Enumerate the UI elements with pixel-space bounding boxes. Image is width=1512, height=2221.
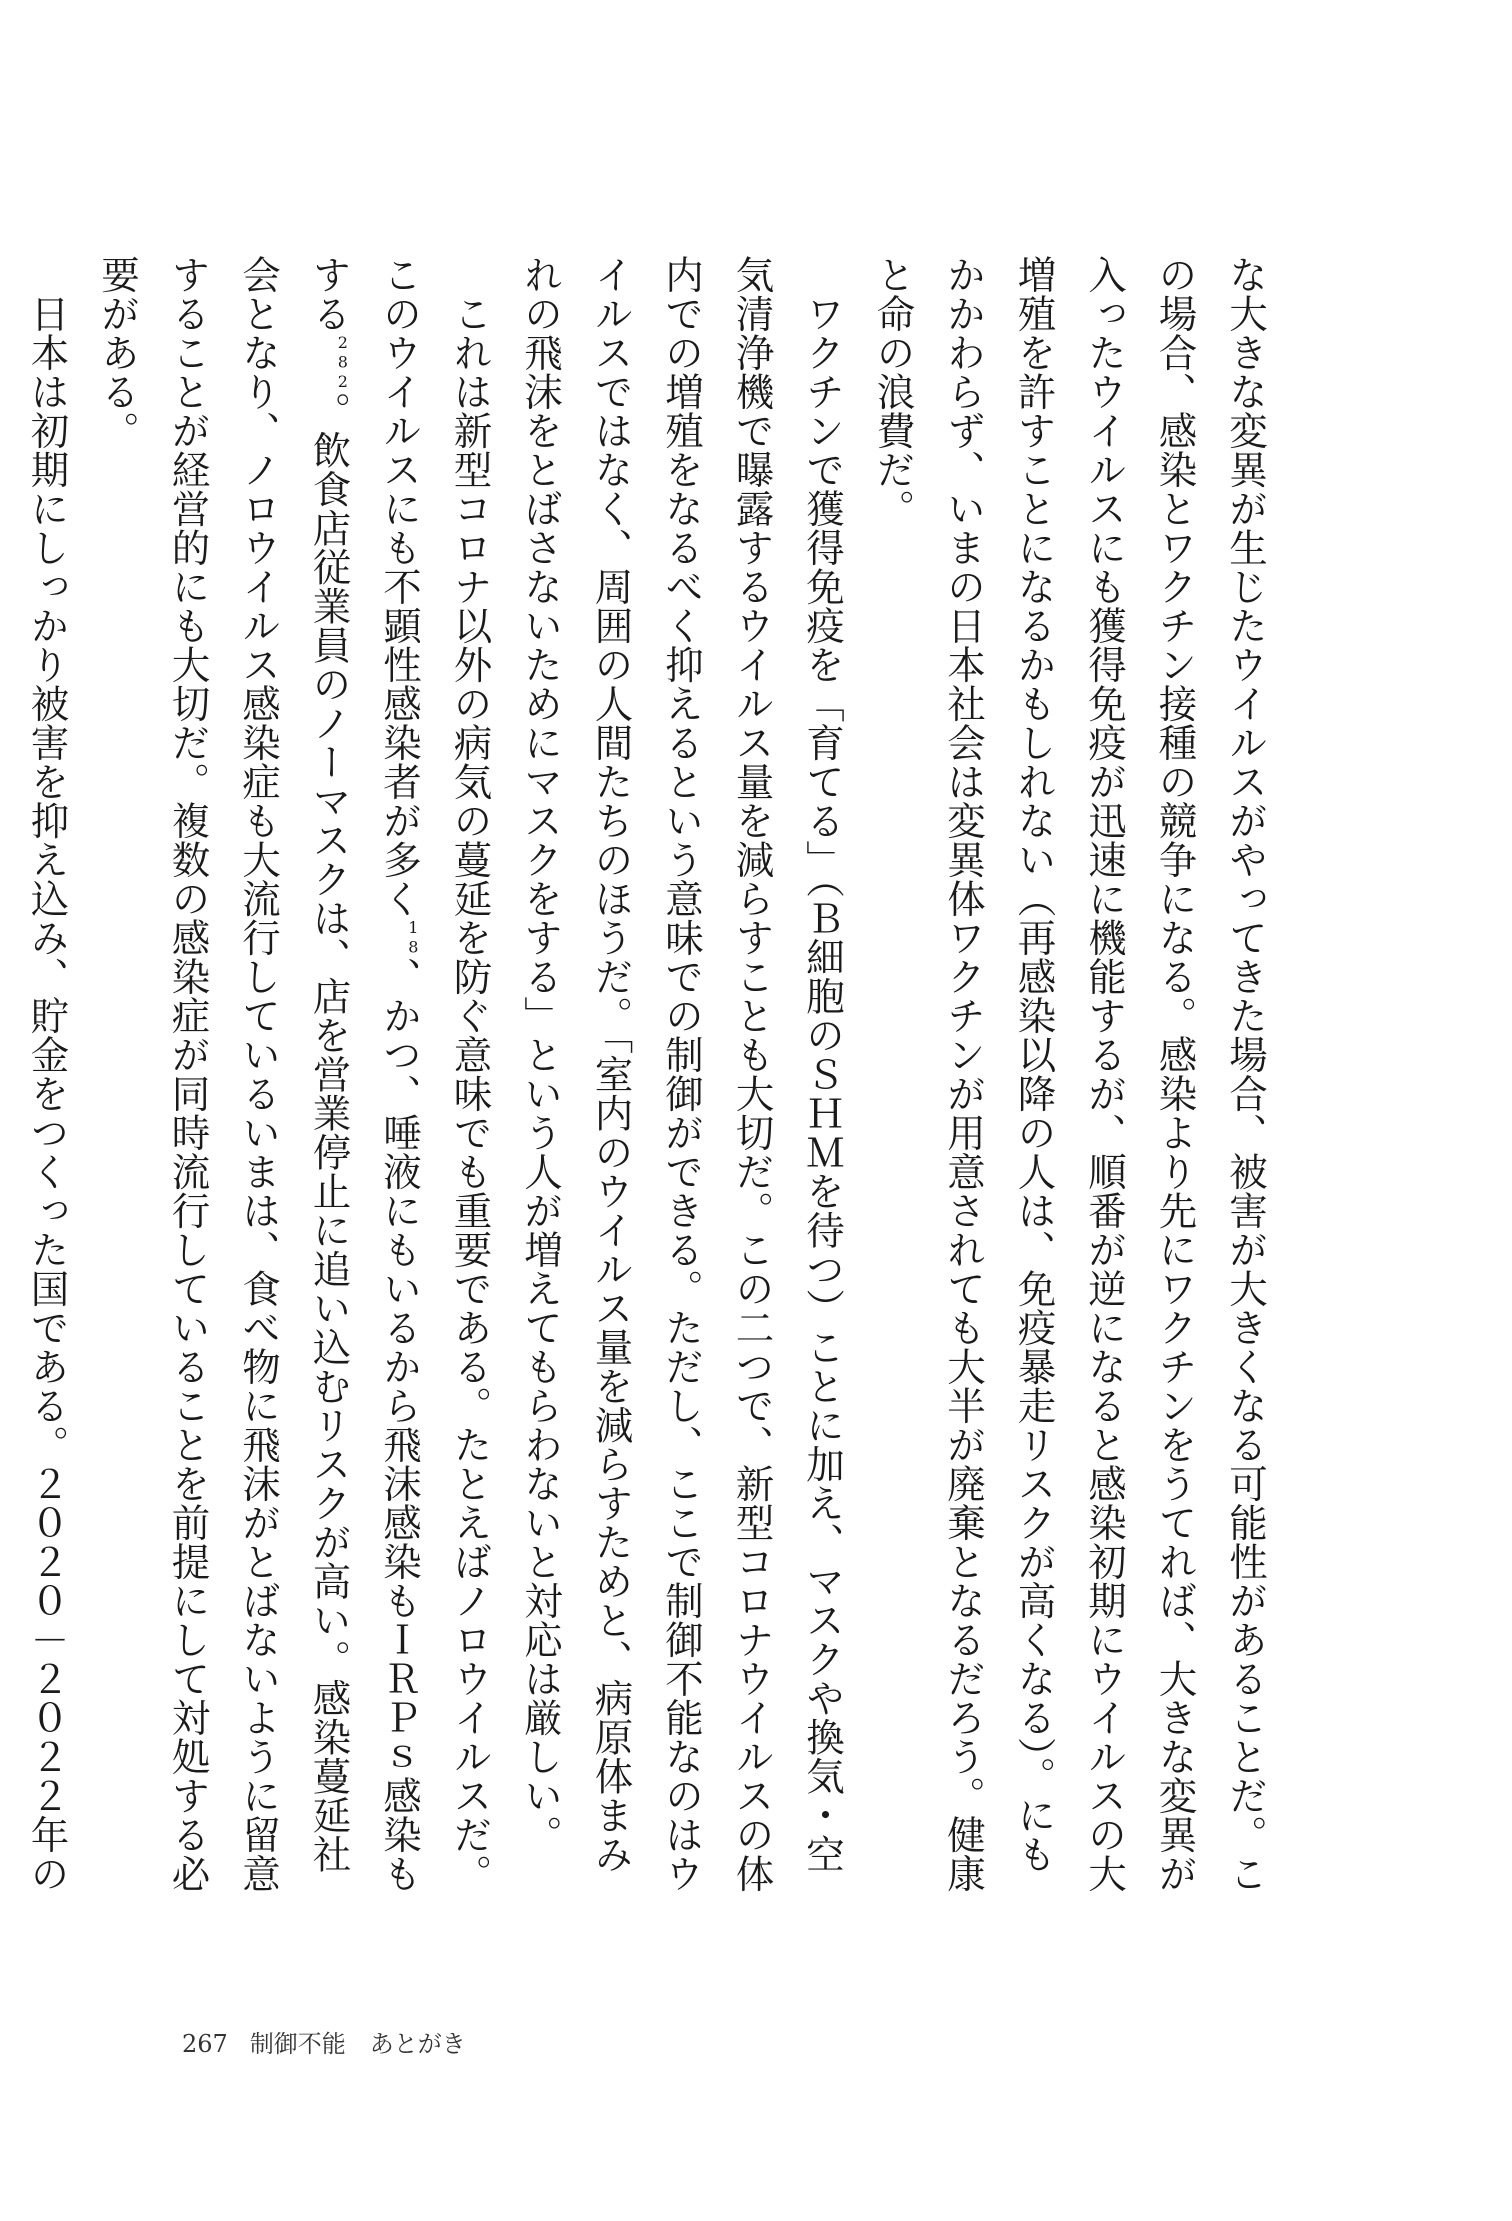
running-title: 制御不能 あとがき bbox=[249, 2030, 466, 2058]
paragraph-text: 。飲食店従業員のノーマスクは、店を営業停止に追い込むリスクが高い。感染蔓延社会となり、ノロウイルス感染症も大流行しているいまは、食べ物に飛沫がとばないように留意することが経営的にも大切だ。複数の感染症が同時流行していることを前提にして対処する必要がある。 bbox=[95, 255, 352, 1893]
paragraph-text: な大きな変異が生じたウイルスがやってきた場合、被害が大きくなる可能性があることだ。この場合、感染とワクチン接種の競争になる。感染より先にワクチンをうてれば、大きな変異が入ったウイルスにも獲得免疫が迅速に機能するが、順番が逆になると感染初期にウイルスの大増殖を許すことになるかもしれない（再感染以降の人は、免疫暴走リスクが高くなる）。にもかかわらず、いまの日本社会は変異体ワクチンが用意されても大半が廃棄となるだろう。健康と命の浪費だ。 bbox=[870, 255, 1268, 1893]
page-footer bbox=[182, 2024, 466, 2059]
paragraph-text: 日本は初期にしっかり被害を抑え込み、貯金をつくった国である。２０２０－２０２２年の bbox=[24, 293, 70, 1893]
reference-note: 282 bbox=[333, 333, 353, 392]
paragraph bbox=[505, 255, 858, 1905]
paragraph-text: これは新型コロナ以外の病気の蔓延を防ぐ意味でも重要である。たとえばノロウイルスだ。このウイルスにも不顕性感染者が多く bbox=[377, 255, 493, 1893]
paragraph bbox=[82, 255, 505, 1905]
body-text bbox=[24, 255, 1280, 1905]
page-number: 267 bbox=[182, 2030, 228, 2058]
paragraph-text: ワクチンで獲得免疫を「育てる」（Ｂ細胞のＳＨＭを待つ）ことに加え、マスクや換気・空気清浄機で曝露するウイルス量を減らすことも大切だ。この二つで、新型コロナウイルスの体内での増殖をなるべく抑えるという意味での制御ができる。ただし、ここで制御不能なのはウイルスではなく、周囲の人間たちのほうだ。「室内のウイルス量を減らすためと、病原体まみれの飛沫をとばさないためにマスクをする」という人が増えてもらわないと対応は厳しい。 bbox=[518, 255, 845, 1893]
paragraph bbox=[0, 255, 82, 1905]
paragraph-text: 、かつ、唾液にもいるから飛沫感染もＩＲＰｓ感染もする bbox=[306, 255, 422, 1893]
reference-note: 18 bbox=[403, 918, 423, 957]
paragraph bbox=[857, 255, 1280, 1905]
